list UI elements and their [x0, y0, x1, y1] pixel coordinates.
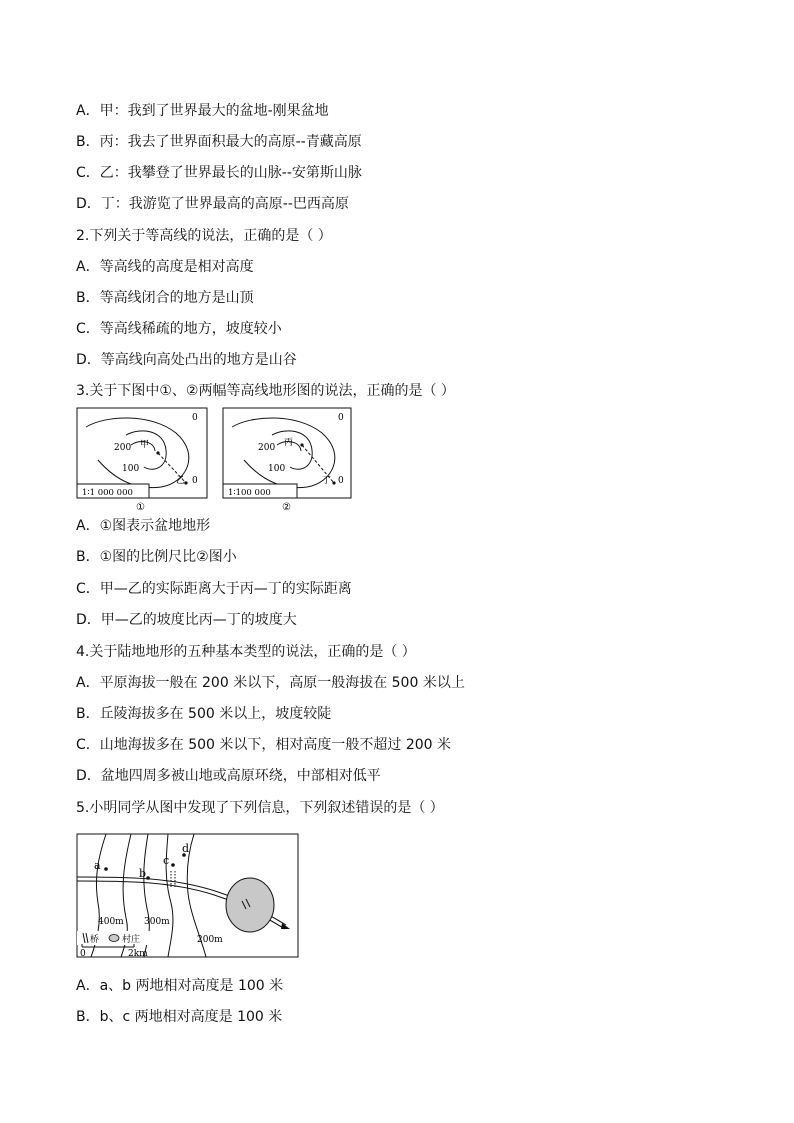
map1-contour-100: 100	[122, 464, 140, 474]
q1-option-a: A．甲：我到了世界最大的盆地-刚果盆地	[76, 103, 329, 119]
q5-contour-400: 400m	[98, 917, 124, 927]
q2-option-b: B．等高线闭合的地方是山顶	[76, 290, 254, 306]
q5-contour-200: 200m	[197, 935, 223, 945]
q5-point-d: d	[182, 842, 190, 855]
q3-option-a: A．①图表示盆地地形	[76, 518, 211, 534]
q5-option-a: A．a、b 两地相对高度是 100 米	[76, 978, 284, 994]
q4-option-a: A．平原海拔一般在 200 米以下，高原一般海拔在 500 米以上	[76, 675, 465, 691]
q4-option-b: B．丘陵海拔多在 500 米以上，坡度较陡	[76, 706, 332, 722]
q1-option-d: D．丁：我游览了世界最高的高原--巴西高原	[76, 196, 349, 212]
map2-point-bing: 丙	[284, 438, 294, 448]
q3-option-d: D．甲—乙的坡度比丙—丁的坡度大	[76, 612, 297, 628]
map1-point-yi: 乙	[176, 476, 186, 486]
q1-option-c: C．乙：我攀登了世界最长的山脉--安第斯山脉	[76, 165, 362, 181]
q2-option-a: A．等高线的高度是相对高度	[76, 259, 254, 275]
q4-stem: 4.关于陆地地形的五种基本类型的说法，正确的是（ ）	[76, 644, 416, 660]
q5-option-b: B．b、c 两地相对高度是 100 米	[76, 1009, 283, 1025]
map1-scale: 1∶1 000 000	[82, 488, 133, 498]
q5-point-a: a	[94, 859, 101, 872]
map1-contour-0-top: 0	[192, 413, 198, 423]
q5-scale-0: 0	[80, 949, 86, 959]
map2-point-ding: 丁	[322, 476, 332, 486]
q2-option-d: D．等高线向高处凸出的地方是山谷	[76, 352, 297, 368]
map1-contour-0-bottom: 0	[192, 476, 198, 486]
map2-contour-200: 200	[258, 443, 276, 453]
q5-contour-map	[76, 833, 300, 959]
q5-legend-bridge: 桥	[90, 935, 100, 945]
map1-point-jia: 甲	[140, 440, 150, 450]
map2-contour-100: 100	[268, 464, 286, 474]
q2-stem: 2.下列关于等高线的说法，正确的是（ ）	[76, 228, 332, 244]
q5-point-b: b	[139, 867, 147, 880]
q3-option-b: B．①图的比例尺比②图小	[76, 549, 237, 565]
q1-option-b: B．丙：我去了世界面积最大的高原--青藏高原	[76, 134, 362, 150]
q2-option-c: C．等高线稀疏的地方，坡度较小	[76, 321, 282, 337]
q5-contour-300: 300m	[144, 917, 170, 927]
map2-scale: 1∶100 000	[228, 488, 271, 498]
map1-label: ①	[136, 502, 145, 513]
q3-option-c: C．甲—乙的实际距离大于丙—丁的实际距离	[76, 581, 352, 597]
q5-point-c: c	[163, 854, 170, 867]
q3-contour-figure	[76, 405, 366, 515]
q3-stem: 3.关于下图中①、②两幅等高线地形图的说法，正确的是（ ）	[76, 383, 455, 399]
map2-contour-0-top: 0	[338, 413, 344, 423]
map2-contour-0-bottom: 0	[338, 476, 344, 486]
q5-legend-village: 村庄	[122, 935, 141, 945]
q5-scale-2km: 2km	[128, 949, 148, 959]
q4-option-c: C．山地海拔多在 500 米以下，相对高度一般不超过 200 米	[76, 737, 452, 753]
q3-map-1	[77, 408, 207, 513]
map2-label: ②	[282, 502, 291, 513]
map1-contour-200: 200	[114, 443, 132, 453]
q4-option-d: D．盆地四周多被山地或高原环绕，中部相对低平	[76, 768, 381, 784]
q3-map-2	[223, 408, 351, 513]
q5-stem: 5.小明同学从图中发现了下列信息，下列叙述错误的是（ ）	[76, 800, 444, 816]
